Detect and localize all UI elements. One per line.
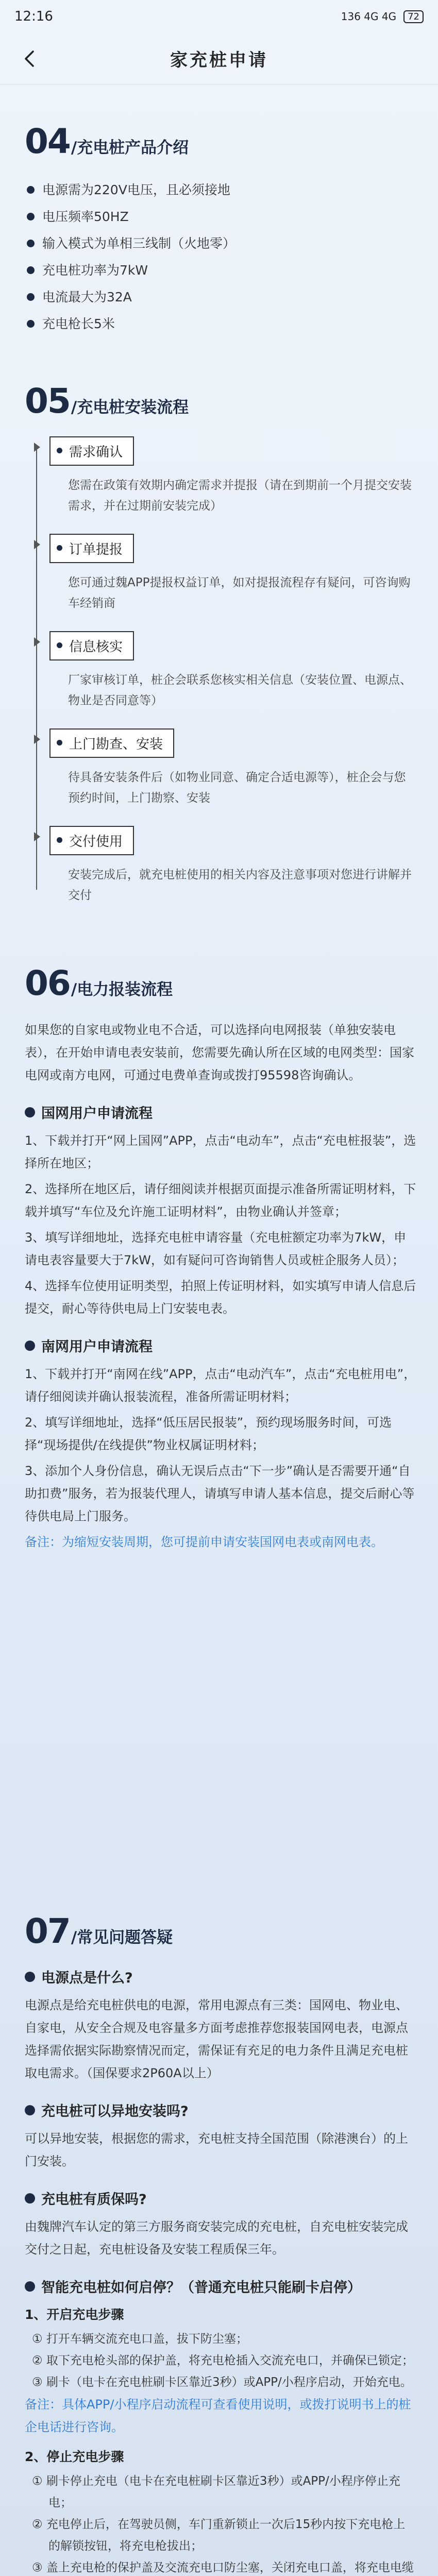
list-item: 1、下载并打开“网上国网”APP，点击“电动车”，点击“充电桩报装”，选择所在地区； [25, 1133, 416, 1171]
step-label: 需求确认 [49, 436, 134, 466]
faq-answer: 由魏牌汽车认定的第三方服务商安装完成的充电桩，自充电桩安装完成交付之日起，充电桩设备及安装工程质保三年。 [25, 2219, 408, 2257]
section-title: /充电桩安装流程 [71, 398, 189, 417]
section-header [25, 1911, 416, 1951]
back-arrow-icon[interactable] [21, 49, 39, 68]
section-number: 07 [25, 1911, 70, 1951]
section-faq [25, 1911, 416, 2576]
list-item: ③ 刷卡（电卡在充电桩刷卡区靠近3秒）或APP/小程序启动，开始充电。 [32, 2376, 412, 2389]
flow-step [35, 534, 416, 614]
faq-answer: 可以异地安装，根据您的需求，充电桩支持全国范围（除港澳台）的上门安装。 [25, 2131, 408, 2168]
list-item: ② 取下充电枪头部的保护盖，将充电枪插入交流充电口，并确保已锁定； [32, 2354, 414, 2367]
status-icons [341, 10, 424, 23]
flow-step [35, 631, 416, 711]
list-item: 充电桩功率为7kW [25, 257, 416, 284]
bullet-dot-icon [25, 2281, 35, 2292]
state-grid-steps [25, 1129, 416, 1320]
step-label: 订单提报 [49, 534, 134, 563]
list-item: ① 刷卡停止充电（电卡在充电桩刷卡区靠近3秒）或APP/小程序停止充电； [32, 2475, 400, 2510]
faq-question: 充电桩可以异地安装吗? [25, 2100, 416, 2120]
start-charging-steps [25, 2328, 416, 2393]
step-arrow-icon [34, 832, 40, 841]
list-item: 2、填写详细地址，选择“低压居民报装”，预约现场服务时间，可选择“现场提供/在线提供”物业权属证明材料； [25, 1415, 392, 1452]
list-item: 3、填写详细地址，选择充电桩申请容量（充电桩额定功率为7kW，申请电表容量要大于7kW，如有疑问可咨询销售人员或桩企服务人员）； [25, 1230, 407, 1267]
list-item: 电压频率50HZ [25, 204, 416, 230]
list-item: 3、添加个人身份信息，确认无误后点击“下一步”确认是否需要开通“自助扣费”服务，若为报装代理人，请填写申请人基本信息，提交后耐心等待供电局上门服务。 [25, 1464, 415, 1523]
list-item: ② 充电停止后，在驾驶员侧，车门重新锁止一次后15秒内按下充电枪上的解锁按钮，将充电枪拔出； [32, 2518, 406, 2553]
flow-step [35, 436, 416, 516]
south-grid-note: 备注：为缩短安装周期，您可提前申请安装国网电表或南网电表。 [25, 1535, 383, 1549]
step-arrow-icon [34, 735, 40, 744]
flow-step [35, 826, 416, 906]
section-install-flow [25, 381, 416, 923]
faq-answer: 电源点是给充电桩供电的电源，常用电源点有三类：国网电、物业电、自家电，从安全合规及电容量多方面考虑推荐您报装国网电表，电源点选择需依据实际勘察情况而定，需保证有充足的电力条件且满足充电桩取电需求。（国保要求2P60A以上） [25, 1998, 408, 2080]
status-bar [0, 0, 438, 33]
step-label: 交付使用 [49, 826, 134, 855]
stop-charging-title: 2、停止充电步骤 [25, 2449, 124, 2464]
list-item: 4、选择车位使用证明类型，拍照上传证明材料，如实填写申请人信息后提交，耐心等待供电局上门安装电表。 [25, 1279, 416, 1316]
list-item: 电源需为220V电压，且必须接地 [25, 177, 416, 204]
install-flow [25, 436, 416, 906]
section-title: /常见问题答疑 [71, 1928, 173, 1947]
section-number: 06 [25, 963, 70, 1003]
list-item: 电流最大为32A [25, 284, 416, 311]
step-desc: 厂家审核订单，桩企会联系您核实相关信息（安装位置、电源点、物业是否同意等） [68, 673, 412, 707]
list-item: ① 打开车辆交流充电口盖，拔下防尘塞； [32, 2332, 248, 2346]
bullet-dot-icon [25, 2105, 35, 2115]
bullet-dot-icon [25, 1107, 35, 1117]
section-number: 04 [25, 122, 70, 161]
bullet-dot-icon [25, 2193, 35, 2204]
nav-bar [0, 33, 438, 84]
south-grid-steps [25, 1363, 416, 1553]
list-item: 2、选择所在地区后，请仔细阅读并根据页面提示准备所需证明材料，下载并填写“车位及允许施工证明材料”，由物业确认并签章； [25, 1182, 416, 1219]
stop-charging-steps [25, 2470, 416, 2576]
list-item: 1、下载并打开“南网在线”APP，点击“电动汽车”，点击“充电桩用电”，请仔细阅读并确认报装流程，准备所需证明材料； [25, 1367, 416, 1404]
faq-question: 电源点是什么? [25, 1967, 416, 1987]
battery-icon: 72 [403, 10, 424, 23]
section-header [25, 122, 416, 161]
step-label: 上门勘查、安装 [49, 728, 174, 758]
step-arrow-icon [34, 637, 40, 647]
state-grid-header: 国网用户申请流程 [25, 1102, 416, 1122]
network-indicator: 136 4G 4G [341, 10, 397, 23]
bullet-dot-icon [25, 1972, 35, 1982]
faq-question: 充电桩有质保吗? [25, 2188, 416, 2208]
faq-question: 智能充电桩如何启停？（普通充电桩只能刷卡启停） [25, 2276, 416, 2296]
section-number: 05 [25, 381, 70, 421]
step-desc: 您需在政策有效期内确定需求并提报（请在到期前一个月提交安装需求，并在过期前安装完成） [68, 479, 412, 513]
list-item: 输入模式为单相三线制（火地零） [25, 230, 416, 257]
step-desc: 待具备安装条件后（如物业同意、确定合适电源等），桩企会与您预约时间，上门勘察、安装 [68, 771, 406, 805]
south-grid-header: 南网用户申请流程 [25, 1335, 416, 1355]
bullet-dot-icon [25, 1341, 35, 1351]
section-title: /充电桩产品介绍 [71, 139, 189, 157]
step-label: 信息核实 [49, 631, 134, 660]
list-item: ③ 盖上充电枪的保护盖及交流充电口防尘塞，关闭充电口盖，将充电电缆 [32, 2561, 414, 2574]
start-charging-title: 1、开启充电步骤 [25, 2307, 124, 2322]
step-desc: 您可通过魏APP提报权益订单，如对提报流程存有疑问，可咨询购车经销商 [68, 576, 411, 610]
flow-step [35, 728, 416, 808]
product-spec-list [25, 177, 416, 337]
status-time: 12:16 [14, 9, 53, 24]
list-item: 充电枪长5米 [25, 311, 416, 337]
page-title: 家充桩申请 [170, 50, 268, 71]
section-title: /电力报装流程 [71, 980, 173, 999]
step-desc: 安装完成后，就充电桩使用的相关内容及注意事项对您进行讲解并交付 [68, 868, 412, 902]
start-charging-note: 备注：具体APP/小程序启动流程可查看使用说明，或拨打说明书上的桩企电话进行咨询。 [25, 2397, 411, 2434]
section-header [25, 963, 416, 1003]
power-intro: 如果您的自家电或物业电不合适，可以选择向电网报装（单独安装电表），在开始申请电表安装前，您需要先确认所在区域的电网类型：国家电网或南方电网，可通过电费单查询或拨打95598咨询确认。 [25, 1023, 414, 1082]
step-arrow-icon [34, 443, 40, 452]
section-header [25, 381, 416, 421]
section-power-application [25, 963, 416, 1556]
step-arrow-icon [34, 540, 40, 549]
section-product-intro [25, 122, 416, 337]
